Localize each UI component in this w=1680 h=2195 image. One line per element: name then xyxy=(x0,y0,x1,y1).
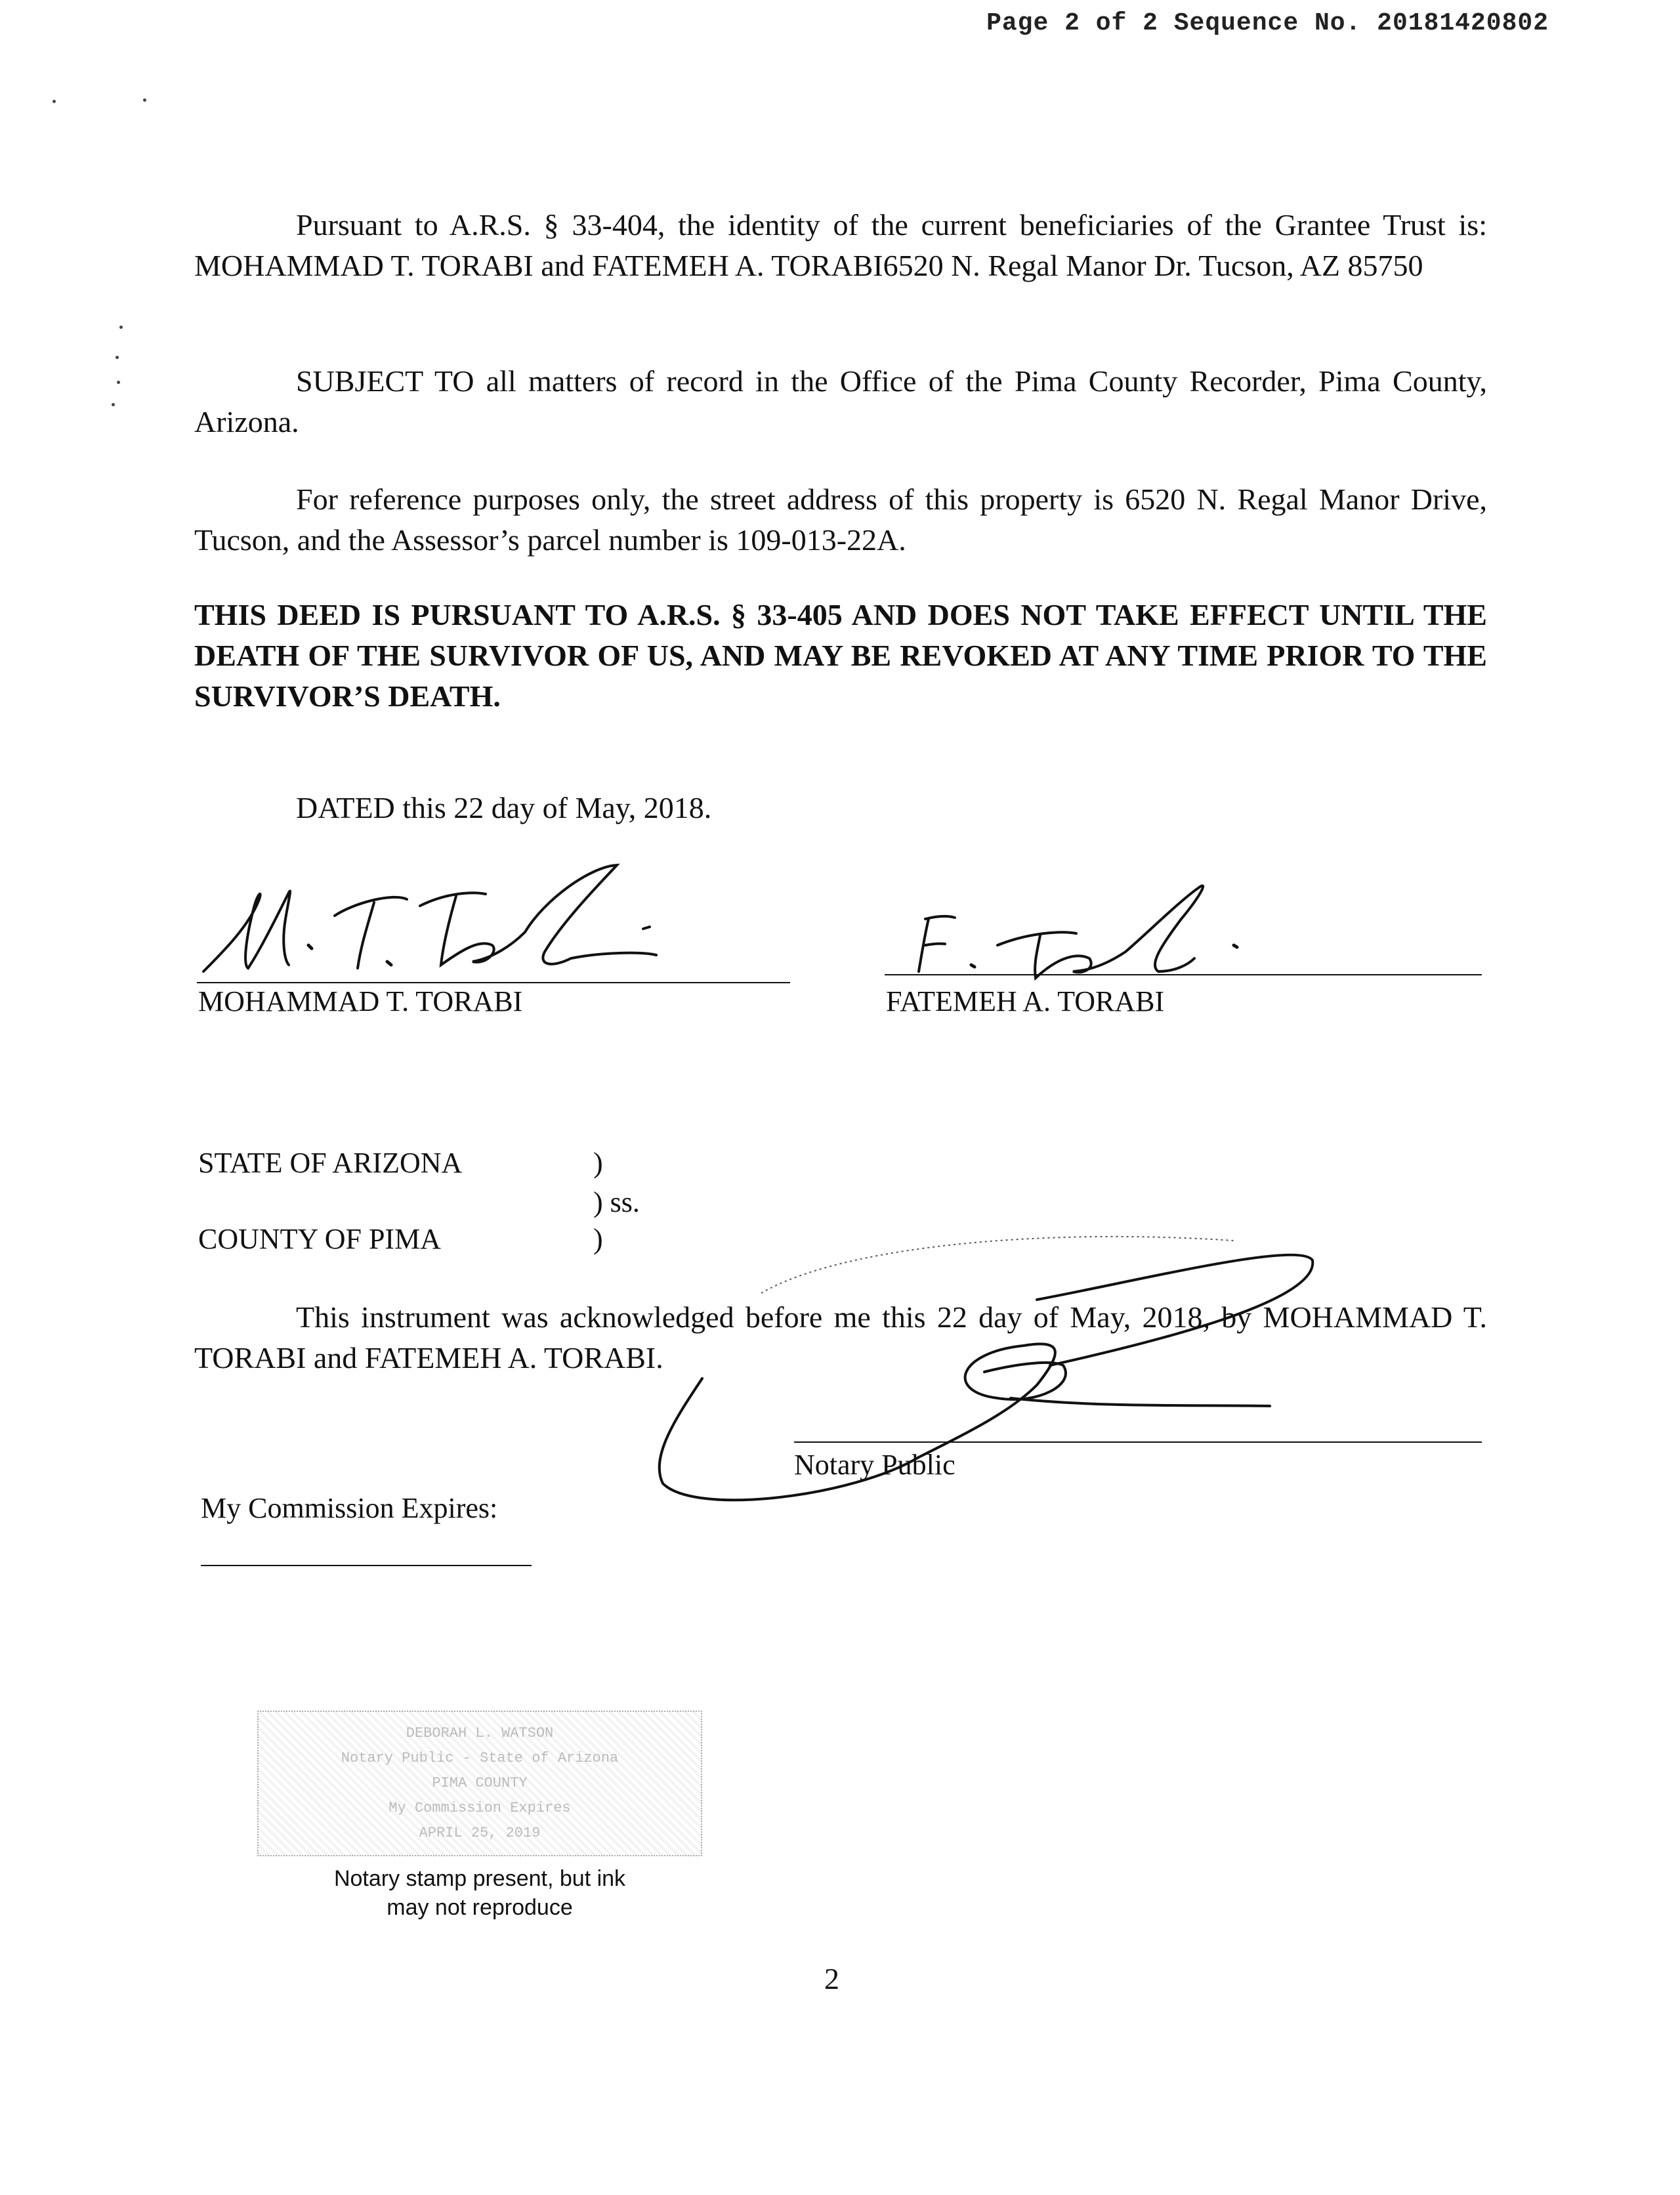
stamp-line-3: PIMA COUNTY xyxy=(432,1775,528,1791)
venue-ss: ) ss. xyxy=(593,1186,640,1218)
page-sequence-header: Page 2 of 2 Sequence No. 20181420802 xyxy=(986,9,1549,37)
page-number: 2 xyxy=(824,1962,839,1995)
beneficiaries-paragraph xyxy=(194,205,1487,286)
stamp-note-line-2: may not reproduce xyxy=(387,1895,573,1920)
commission-expires-label: My Commission Expires: xyxy=(201,1492,498,1524)
venue-county: COUNTY OF PIMA xyxy=(198,1223,441,1255)
stamp-note xyxy=(257,1864,702,1922)
acknowledgment-text: This instrument was acknowledged before me this 22 day of May, 2018, by MOHAMMAD T. TORABI and FATEMEH A. TORABI. xyxy=(194,1300,1487,1375)
notary-public-label: Notary Public xyxy=(794,1449,956,1481)
subject-to-paragraph xyxy=(194,361,1487,442)
notary-signature-line xyxy=(794,1441,1482,1443)
subject-to-text: SUBJECT TO all matters of record in the Office of the Pima County Recorder, Pima County, Arizona. xyxy=(194,364,1487,438)
stamp-line-4: My Commission Expires xyxy=(388,1800,571,1816)
notary-stamp xyxy=(257,1711,702,1856)
dated-line: DATED this 22 day of May, 2018. xyxy=(296,791,712,824)
signature-line-1 xyxy=(197,982,790,983)
stamp-line-2: Notary Public - State of Arizona xyxy=(341,1750,619,1766)
signer-1-name: MOHAMMAD T. TORABI xyxy=(198,985,523,1017)
signature-fatemeh xyxy=(899,880,1267,985)
signature-mohammad xyxy=(197,853,696,985)
stamp-note-line-1: Notary stamp present, but ink xyxy=(333,1866,626,1891)
commission-expires-line xyxy=(201,1565,532,1566)
reference-paragraph xyxy=(194,479,1487,561)
stamp-line-5: APRIL 25, 2019 xyxy=(419,1825,541,1841)
stamp-line-1: DEBORAH L. WATSON xyxy=(406,1725,554,1741)
deed-notice: THIS DEED IS PURSUANT TO A.R.S. § 33-405 AND DOES NOT TAKE EFFECT UNTIL THE DEATH OF THE SURVIVOR OF US, AND MAY BE REVOKED AT ANY TIME PRIOR TO THE SURVIVOR’S DEATH. xyxy=(194,598,1487,713)
signature-line-2 xyxy=(885,974,1482,975)
venue-paren-close: ) xyxy=(593,1223,603,1255)
signer-2-name: FATEMEH A. TORABI xyxy=(886,985,1165,1017)
beneficiaries-text: Pursuant to A.R.S. § 33-404, the identity of the current beneficiaries of the Grantee Trust is: MOHAMMAD T. TORABI and FATEMEH A. TORABI6520 N. Regal Manor Dr. Tucson, AZ 85750 xyxy=(194,208,1487,282)
venue-state: STATE OF ARIZONA xyxy=(198,1147,463,1179)
venue-paren-open: ) xyxy=(593,1147,603,1179)
notary-signature xyxy=(643,1221,1326,1510)
reference-text: For reference purposes only, the street address of this property is 6520 N. Regal Manor Drive, Tucson, and the Assessor’s parcel number is 109-013-22A. xyxy=(194,482,1487,557)
